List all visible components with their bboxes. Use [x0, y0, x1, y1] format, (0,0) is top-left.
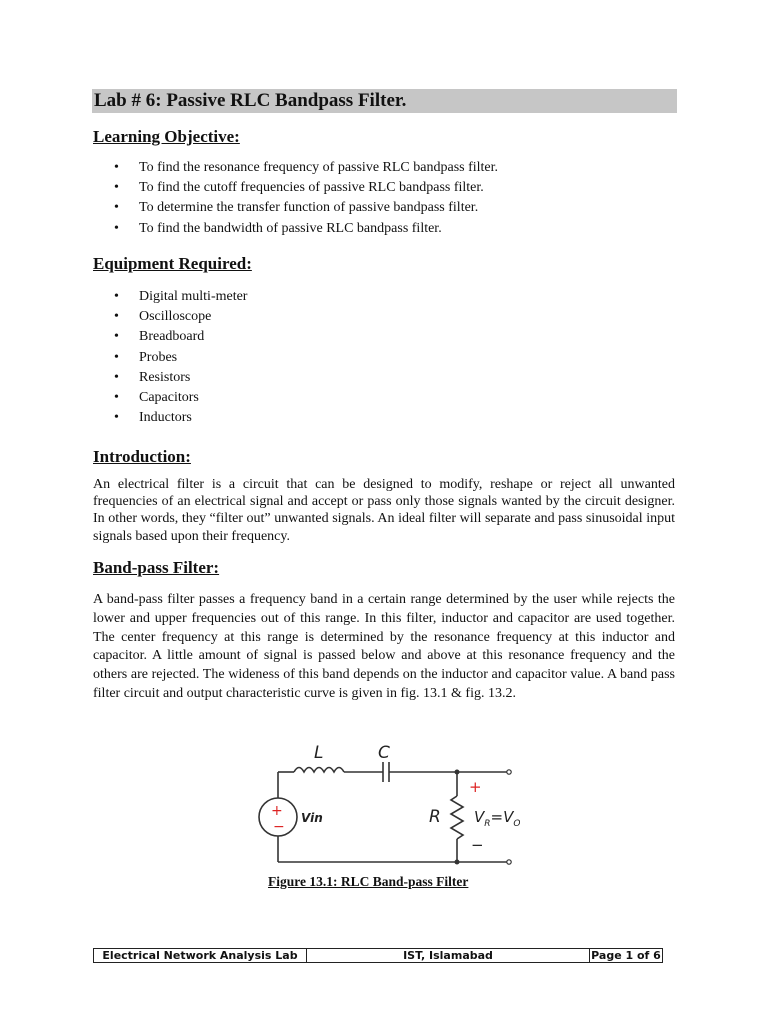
list-item: • To find the cutoff frequencies of passive RLC bandpass filter. [0, 178, 498, 198]
learning-objective-list [0, 158, 498, 239]
output-plus-label: + [469, 778, 482, 796]
footer-course-name: Electrical Network Analysis Lab [94, 949, 307, 962]
source-plus-label: + [271, 803, 283, 819]
rlc-circuit-diagram [250, 738, 520, 873]
output-minus-label: − [471, 836, 484, 854]
equipment-heading: Equipment Required: [93, 254, 252, 273]
list-item: • Capacitors [0, 388, 247, 408]
list-item: • To find the resonance frequency of passive RLC bandpass filter. [0, 158, 498, 178]
introduction-paragraph: An electrical filter is a circuit that can be designed to modify, reshape or reject all unwanted frequencies of an electrical signal and accept or pass only those signals wanted by the circuit designer. In other words, they “filter out” unwanted signals. An ideal filter will separate and pass sinusoidal input signals based upon their frequency. [93, 477, 675, 544]
vin-label: Vin [301, 811, 323, 825]
inductor-label: L [314, 743, 324, 763]
bandpass-paragraph: A band-pass filter passes a frequency band in a certain range determined by the user while rejects the lower and upper frequencies out of this range. In this filter, inductor and capacitor are used together. The center frequency at this range is determined by the resonance frequency at this inductor and capacitor. A little amount of signal is passed below and above at this resonance frequency and the others are rejected. The wideness of this band depends on the inductor and capacitor value. A band pass filter circuit and output characteristic curve is given in fig. 13.1 & fig. 13.2. [93, 592, 675, 701]
list-item: • Digital multi-meter [0, 287, 247, 307]
learning-objective-heading: Learning Objective: [93, 127, 240, 146]
page-title: Lab # 6: Passive RLC Bandpass Filter. [92, 89, 677, 113]
introduction-heading: Introduction: [93, 447, 191, 466]
list-item: • Inductors [0, 408, 247, 428]
figure-caption: Figure 13.1: RLC Band-pass Filter [268, 874, 469, 889]
resistor-label: R [429, 807, 441, 827]
output-voltage-label: $V_R=V_O$ [474, 808, 520, 829]
list-item: • Resistors [0, 368, 247, 388]
capacitor-label: C [378, 743, 390, 763]
page-footer [93, 948, 663, 963]
source-minus-label: − [273, 819, 285, 835]
equipment-list [0, 287, 247, 428]
footer-page-number: Page 1 of 6 [591, 949, 661, 962]
list-item: • Probes [0, 348, 247, 368]
bandpass-heading: Band-pass Filter: [93, 558, 220, 577]
footer-institution: IST, Islamabad [307, 949, 590, 962]
list-item: • To determine the transfer function of passive bandpass filter. [0, 198, 498, 218]
list-item: • Oscilloscope [0, 307, 247, 327]
list-item: • To find the bandwidth of passive RLC bandpass filter. [0, 219, 498, 239]
list-item: • Breadboard [0, 327, 247, 347]
